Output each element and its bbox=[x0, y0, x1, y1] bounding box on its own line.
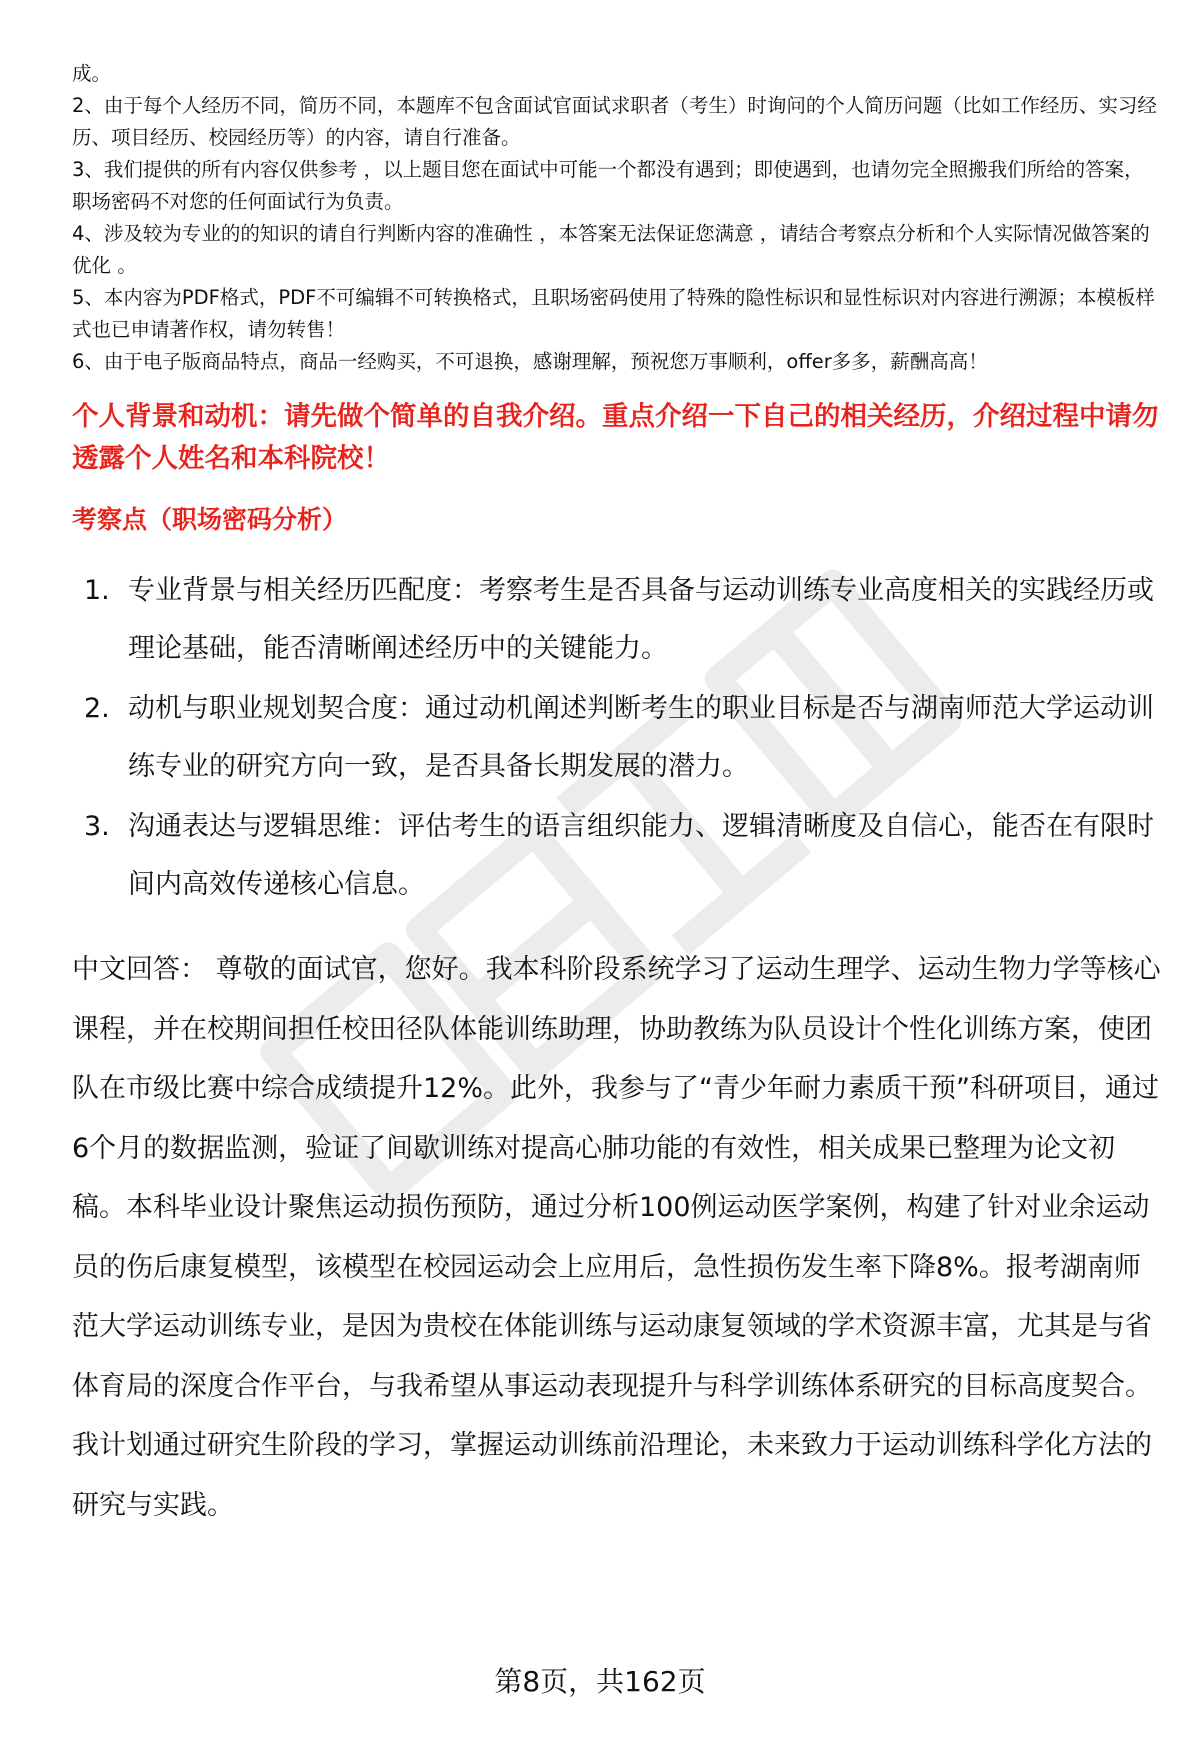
evaluation-point bbox=[72, 680, 1162, 796]
evaluation-point bbox=[72, 798, 1162, 914]
notice-item: 3、我们提供的所有内容仅供参考 ，以上题目您在面试中可能一个都没有遇到；即使遇到，也请勿完全照搬我们所给的答案，职场密码不对您的任何面试行为负责。 bbox=[72, 158, 1144, 213]
interview-question: 个人背景和动机：请先做个简单的自我介绍。重点介绍一下自己的相关经历，介绍过程中请勿透露个人姓名和本科院校！ bbox=[72, 401, 1159, 474]
notice-item: 成。 bbox=[72, 62, 112, 85]
notice-item: 2、由于每个人经历不同，简历不同，本题库不包含面试官面试求职者（考生）时询问的个人简历问题（比如工作经历、实习经历、项目经历、校园经历等）的内容，请自行准备。 bbox=[72, 94, 1157, 149]
document-page bbox=[72, 58, 1162, 1535]
chinese-answer: 中文回答： 尊敬的面试官，您好。我本科阶段系统学习了运动生理学、运动生物力学等核心课程，并在校期间担任校田径队体能训练助理，协助教练为队员设计个性化训练方案，使团队在市级比赛中综合成绩提升12%。此外，我参与了“青少年耐力素质干预”科研项目，通过6个月的数据监测，验证了间歇训练对提高心肺功能的有效性，相关成果已整理为论文初稿。本科毕业设计聚焦运动损伤预防，通过分析100例运动医学案例，构建了针对业余运动员的伤后康复模型，该模型在校园运动会上应用后，急性损伤发生率下降8%。报考湖南师范大学运动训练专业，是因为贵校在体能训练与运动康复领域的学术资源丰富，尤其是与省体育局的深度合作平台，与我希望从事运动表现提升与科学训练体系研究的目标高度契合。我计划通过研究生阶段的学习，掌握运动训练前沿理论，未来致力于运动训练科学化方法的研究与实践。 bbox=[72, 954, 1161, 1521]
point-text: 动机与职业规划契合度：通过动机阐述判断考生的职业目标是否与湖南师范大学运动训练专业的研究方向一致，是否具备长期发展的潜力。 bbox=[128, 693, 1154, 782]
notice-list bbox=[72, 58, 1162, 378]
notice-item: 5、本内容为PDF格式，PDF不可编辑不可转换格式，且职场密码使用了特殊的隐性标识和显性标识对内容进行溯源；本模板样式也已申请著作权，请勿转售！ bbox=[72, 286, 1155, 341]
point-text: 专业背景与相关经历匹配度：考察考生是否具备与运动训练专业高度相关的实践经历或理论基础，能否清晰阐述经历中的关键能力。 bbox=[128, 575, 1154, 664]
notice-item: 4、涉及较为专业的的知识的请自行判断内容的准确性 ，本答案无法保证您满意 ，请结合考察点分析和个人实际情况做答案的优化 。 bbox=[72, 222, 1150, 277]
point-number: 3. bbox=[84, 811, 110, 842]
evaluation-points bbox=[72, 562, 1162, 914]
point-number: 2. bbox=[84, 693, 110, 724]
page-footer: 第8页，共162页 bbox=[494, 1665, 706, 1698]
notice-item: 6、由于电子版商品特点，商品一经购买，不可退换，感谢理解，预祝您万事顺利，offer多多，薪酬高高！ bbox=[72, 350, 988, 373]
point-text: 沟通表达与逻辑思维：评估考生的语言组织能力、逻辑清晰度及自信心，能否在有限时间内高效传递核心信息。 bbox=[128, 811, 1154, 900]
evaluation-point bbox=[72, 562, 1162, 678]
point-number: 1. bbox=[84, 575, 110, 606]
section-title: 考察点（职场密码分析） bbox=[72, 505, 348, 534]
